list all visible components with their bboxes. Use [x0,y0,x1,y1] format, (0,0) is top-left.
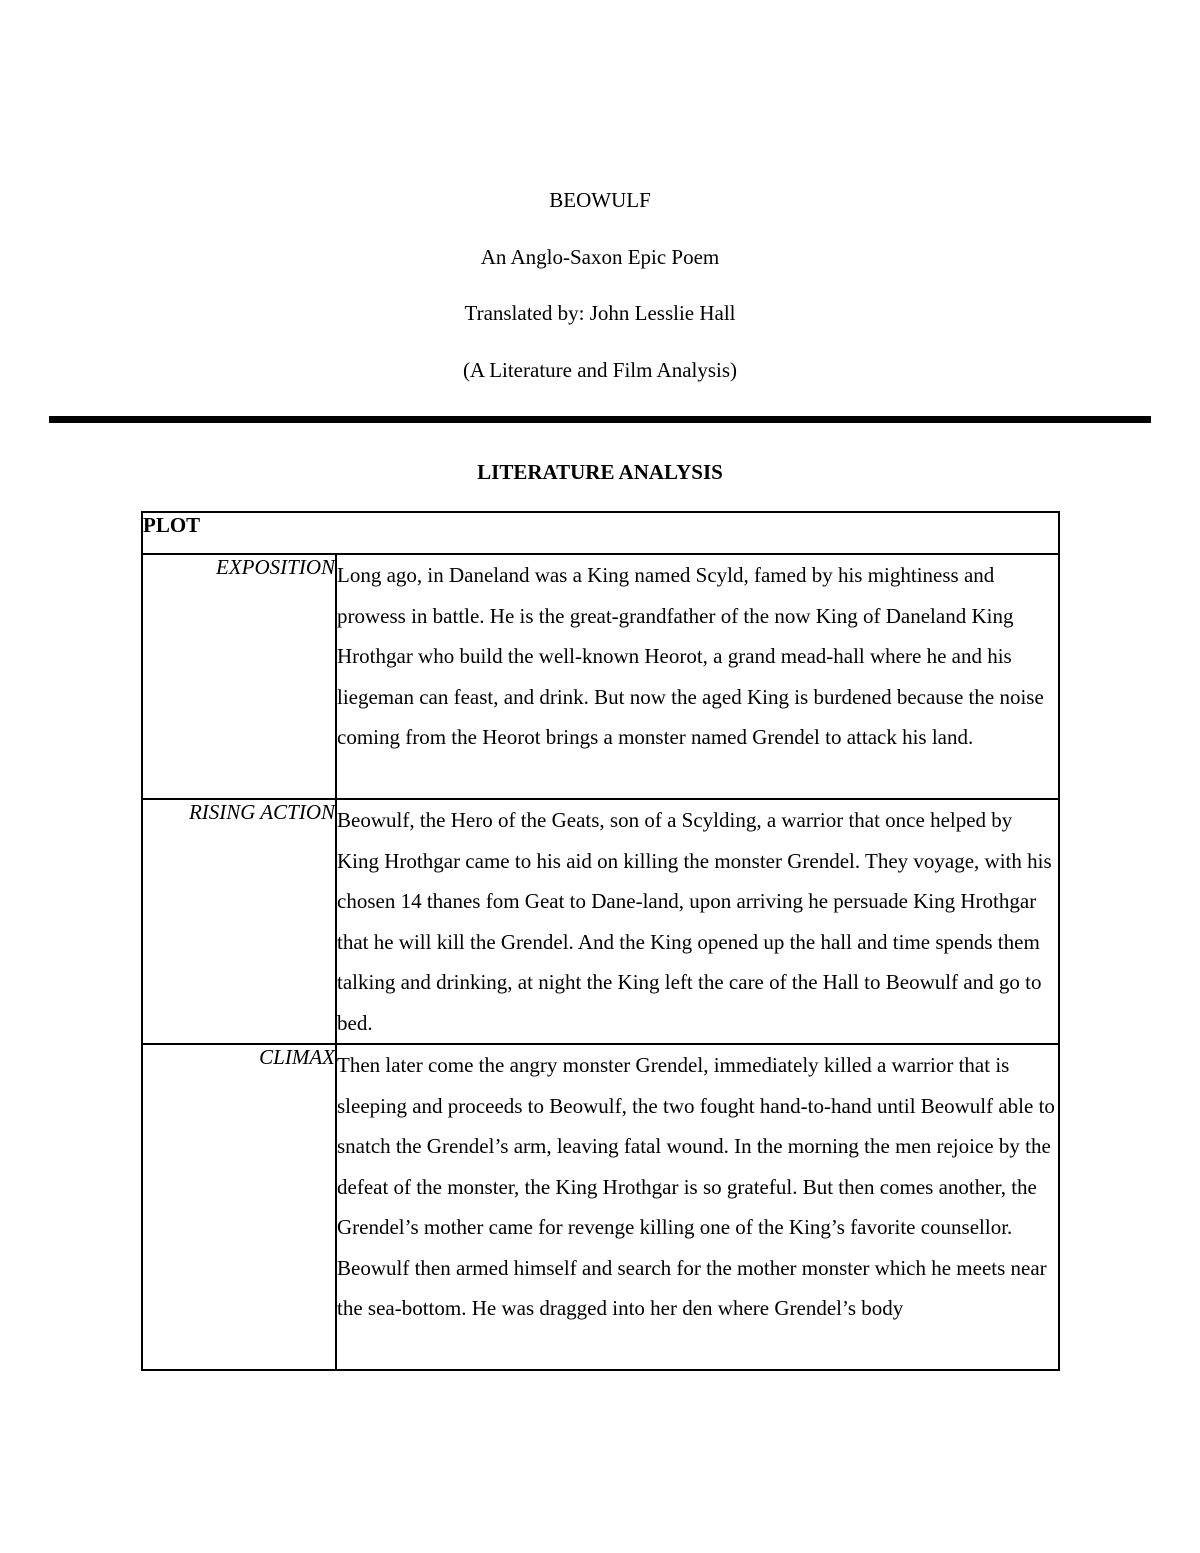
table-row [142,554,1059,799]
section-heading: LITERATURE ANALYSIS [477,460,723,484]
translator-line: Translated by: John Lesslie Hall [464,301,736,325]
row-label-rising-action: RISING ACTION [142,799,336,1044]
row-text-climax: Then later come the angry monster Grendel, immediately killed a warrior that is sleeping and proceeds to Beowulf, the two fought hand-to-hand until Beowulf able to snatch the Grendel’s arm, leaving fatal wound. In the morning the men rejoice by the defeat of the monster, the King Hrothgar is so grateful. But then comes another, the Grendel’s mother came for revenge killing one of the King’s favorite counsellor. Beowulf then armed himself and search for the mother monster which he meets near the sea-bottom. He was dragged into her den where Grendel’s body [336,1044,1059,1370]
horizontal-divider [49,416,1151,423]
analysis-note: (A Literature and Film Analysis) [462,358,738,382]
row-text-rising-action: Beowulf, the Hero of the Geats, son of a Scylding, a warrior that once helped by King Hrothgar came to his aid on killing the monster Grendel. They voyage, with his chosen 14 thanes fom Geat to Dane-land, upon arriving he persuade King Hrothgar that he will kill the Grendel. And the King opened up the hall and time spends them talking and drinking, at night the King left the care of the Hall to Beowulf and go to bed. [336,799,1059,1044]
row-text-exposition: Long ago, in Daneland was a King named Scyld, famed by his mightiness and prowess in battle. He is the great-grandfather of the now King of Daneland King Hrothgar who build the well-known Heorot, a grand mead-hall where he and his liegeman can feast, and drink. But now the aged King is burdened because the noise coming from the Heorot brings a monster named Grendel to attack his land. [336,554,1059,799]
row-label-climax: CLIMAX [142,1044,336,1370]
plot-table [141,511,1060,1371]
table-row [142,799,1059,1044]
document-title: BEOWULF [549,188,651,212]
document-subtitle: An Anglo-Saxon Epic Poem [480,245,720,269]
table-row [142,1044,1059,1370]
row-label-exposition: EXPOSITION [142,554,336,799]
plot-heading: PLOT [142,512,1059,554]
